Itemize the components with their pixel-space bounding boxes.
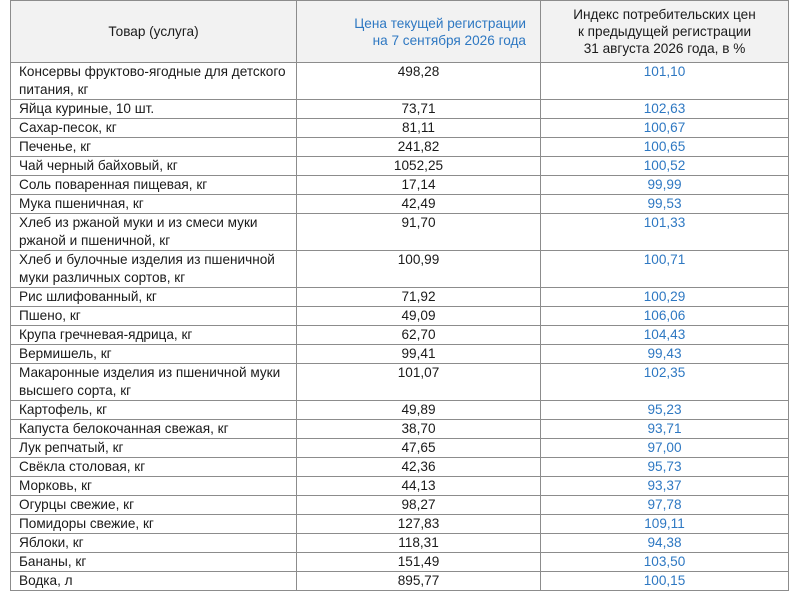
header-index-line2: к предыдущей регистрации	[577, 24, 752, 39]
index-value: 97,78	[541, 496, 789, 515]
product-name: Вермишель, кг	[11, 345, 297, 364]
index-value: 99,99	[541, 176, 789, 195]
table-row	[11, 214, 789, 251]
table-row	[11, 63, 789, 100]
index-value: 94,38	[541, 534, 789, 553]
price-value: 498,28	[297, 63, 541, 100]
product-name: Хлеб и булочные изделия из пшеничной муки различных сортов, кг	[11, 251, 297, 288]
product-name: Макаронные изделия из пшеничной муки высшего сорта, кг	[11, 364, 297, 401]
price-value: 91,70	[297, 214, 541, 251]
product-name: Пшено, кг	[11, 307, 297, 326]
product-name: Водка, л	[11, 572, 297, 591]
product-name: Сахар-песок, кг	[11, 119, 297, 138]
index-value: 100,52	[541, 157, 789, 176]
price-value: 81,11	[297, 119, 541, 138]
header-product-label: Товар (услуга)	[108, 24, 199, 39]
table-row	[11, 195, 789, 214]
index-value: 100,29	[541, 288, 789, 307]
product-name: Морковь, кг	[11, 477, 297, 496]
table-row	[11, 420, 789, 439]
price-value: 47,65	[297, 439, 541, 458]
product-name: Консервы фруктово-ягодные для детского питания, кг	[11, 63, 297, 100]
table-row	[11, 307, 789, 326]
product-name: Печенье, кг	[11, 138, 297, 157]
header-price-line1: Цена текущей регистрации	[354, 15, 526, 31]
product-name: Яблоки, кг	[11, 534, 297, 553]
index-value: 99,53	[541, 195, 789, 214]
header-index-line1: Индекс потребительских цен	[573, 7, 756, 22]
price-value: 71,92	[297, 288, 541, 307]
price-value: 49,09	[297, 307, 541, 326]
product-name: Лук репчатый, кг	[11, 439, 297, 458]
price-value: 42,49	[297, 195, 541, 214]
table-row	[11, 138, 789, 157]
header-price-line2: на 7 сентября 2026 года	[372, 32, 526, 48]
index-value: 100,71	[541, 251, 789, 288]
table-row	[11, 364, 789, 401]
price-value: 49,89	[297, 401, 541, 420]
table-row	[11, 326, 789, 345]
price-value: 118,31	[297, 534, 541, 553]
price-value: 151,49	[297, 553, 541, 572]
index-value: 93,71	[541, 420, 789, 439]
table-row	[11, 477, 789, 496]
header-index	[541, 1, 789, 63]
table-header-row	[11, 1, 789, 63]
table-row	[11, 100, 789, 119]
index-value: 101,33	[541, 214, 789, 251]
product-name: Крупа гречневая-ядрица, кг	[11, 326, 297, 345]
header-index-line3: 31 августа 2026 года, в %	[583, 41, 746, 56]
product-name: Огурцы свежие, кг	[11, 496, 297, 515]
index-value: 101,10	[541, 63, 789, 100]
table-row	[11, 251, 789, 288]
table-row	[11, 401, 789, 420]
table-row	[11, 119, 789, 138]
header-price	[297, 1, 541, 63]
table-row	[11, 458, 789, 477]
product-name: Картофель, кг	[11, 401, 297, 420]
index-value: 95,23	[541, 401, 789, 420]
index-value: 109,11	[541, 515, 789, 534]
product-name: Хлеб из ржаной муки и из смеси муки ржаной и пшеничной, кг	[11, 214, 297, 251]
index-value: 102,35	[541, 364, 789, 401]
index-value: 106,06	[541, 307, 789, 326]
table-row	[11, 572, 789, 591]
index-value: 100,65	[541, 138, 789, 157]
price-value: 17,14	[297, 176, 541, 195]
index-value: 100,67	[541, 119, 789, 138]
product-name: Соль поваренная пищевая, кг	[11, 176, 297, 195]
index-value: 100,15	[541, 572, 789, 591]
price-value: 42,36	[297, 458, 541, 477]
product-name: Бананы, кг	[11, 553, 297, 572]
index-value: 97,00	[541, 439, 789, 458]
product-name: Мука пшеничная, кг	[11, 195, 297, 214]
price-value: 1052,25	[297, 157, 541, 176]
table-row	[11, 439, 789, 458]
price-value: 127,83	[297, 515, 541, 534]
table-row	[11, 288, 789, 307]
index-value: 99,43	[541, 345, 789, 364]
index-value: 102,63	[541, 100, 789, 119]
price-value: 73,71	[297, 100, 541, 119]
price-value: 241,82	[297, 138, 541, 157]
price-value: 100,99	[297, 251, 541, 288]
table-row	[11, 176, 789, 195]
index-value: 103,50	[541, 553, 789, 572]
product-name: Свёкла столовая, кг	[11, 458, 297, 477]
product-name: Помидоры свежие, кг	[11, 515, 297, 534]
price-value: 62,70	[297, 326, 541, 345]
price-value: 44,13	[297, 477, 541, 496]
product-name: Чай черный байховый, кг	[11, 157, 297, 176]
table-row	[11, 515, 789, 534]
index-value: 93,37	[541, 477, 789, 496]
table-row	[11, 534, 789, 553]
header-product	[11, 1, 297, 63]
table-row	[11, 496, 789, 515]
product-name: Рис шлифованный, кг	[11, 288, 297, 307]
price-table	[10, 0, 789, 591]
price-value: 101,07	[297, 364, 541, 401]
index-value: 95,73	[541, 458, 789, 477]
price-value: 98,27	[297, 496, 541, 515]
table-row	[11, 157, 789, 176]
product-name: Яйца куриные, 10 шт.	[11, 100, 297, 119]
price-value: 38,70	[297, 420, 541, 439]
index-value: 104,43	[541, 326, 789, 345]
price-value: 895,77	[297, 572, 541, 591]
price-value: 99,41	[297, 345, 541, 364]
product-name: Капуста белокочанная свежая, кг	[11, 420, 297, 439]
table-row	[11, 345, 789, 364]
table-row	[11, 553, 789, 572]
